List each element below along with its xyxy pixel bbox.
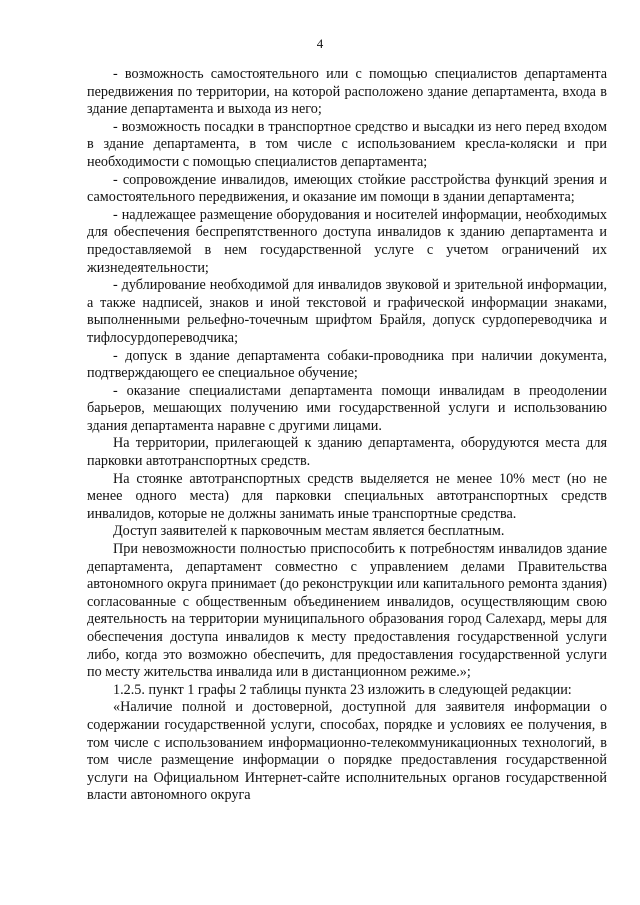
paragraph-boarding-vehicle: - возможность посадки в транспортное средство и высадки из него перед входом в здание департамента, в том числе с использованием кресла-коляски и при необходимости с помощью специалистов департамента; — [87, 118, 607, 170]
paragraph-parking-quota: На стоянке автотранспортных средств выделяется не менее 10% мест (но не менее одного места) для парковки специальных автотранспортных средств инвалидов, которые не должны занимать иные транспортные средства. — [87, 470, 607, 522]
paragraph-parking-territory: На территории, прилегающей к зданию департамента, оборудуются места для парковки автотранспортных средств. — [87, 435, 607, 470]
paragraph-guide-dog: - допуск в здание департамента собаки-проводника при наличии документа, подтверждающего ее специальное обучение; — [87, 347, 607, 382]
document-body — [87, 66, 607, 805]
paragraph-equipment-placement: - надлежащее размещение оборудования и носителей информации, необходимых для обеспечения беспрепятственного доступа инвалидов к зданию департамента и предоставляемой в нем государственной услуге с учетом ограничений их жизнедеятельности; — [87, 206, 607, 276]
paragraph-information-duplication: - дублирование необходимой для инвалидов звуковой и зрительной информации, а также надписей, знаков и иной текстовой и графической информации знаками, выполненными рельефно-точечным шрифтом Брайля, допуск сурдопереводчика и тифлосурдопереводчика; — [87, 277, 607, 346]
paragraph-amendment-text: «Наличие полной и достоверной, доступной для заявителя информации о содержании государственной услуги, способах, порядке и условиях ее получения, в том числе с использованием информационно-телекоммуникационных технологий, в том числе размещение информации о порядке предоставления государственной услуги на Официальном Интернет-сайте исполнительных органов государственной власти автономного округа — [87, 699, 607, 804]
paragraph-adaptation-measures: При невозможности полностью приспособить к потребностям инвалидов здание департамента, департамент совместно с управлением делами Правительства автономного округа принимает (до реконструкции или капитального ремонта здания) согласованные с общественным объединением инвалидов, осуществляющим свою деятельность на территории муниципального образования город Салехард, меры для обеспечения доступа инвалидов к месту предоставления государственной услуги либо, когда это возможно обеспечить, для предоставления государственной услуги по месту жительства инвалида или в дистанционном режиме.»; — [87, 541, 607, 681]
paragraph-amendment-1-2-5: 1.2.5. пункт 1 графы 2 таблицы пункта 23 изложить в следующей редакции: — [113, 681, 572, 698]
paragraph-parking-free: Доступ заявителей к парковочным местам является бесплатным. — [113, 523, 505, 540]
paragraph-barrier-assistance: - оказание специалистами департамента помощи инвалидам в преодолении барьеров, мешающих получению ими государственной услуги и использованию здания департамента наравне с другими лицами. — [87, 382, 607, 434]
paragraph-escort-disabled: - сопровождение инвалидов, имеющих стойкие расстройства функций зрения и самостоятельного передвижения, и оказание им помощи в здании департамента; — [87, 171, 607, 206]
page-number: 4 — [316, 36, 324, 51]
paragraph-access-movement: - возможность самостоятельного или с помощью специалистов департамента передвижения по территории, на которой расположено здание департамента, входа в здание департамента и выхода из него; — [87, 66, 607, 118]
